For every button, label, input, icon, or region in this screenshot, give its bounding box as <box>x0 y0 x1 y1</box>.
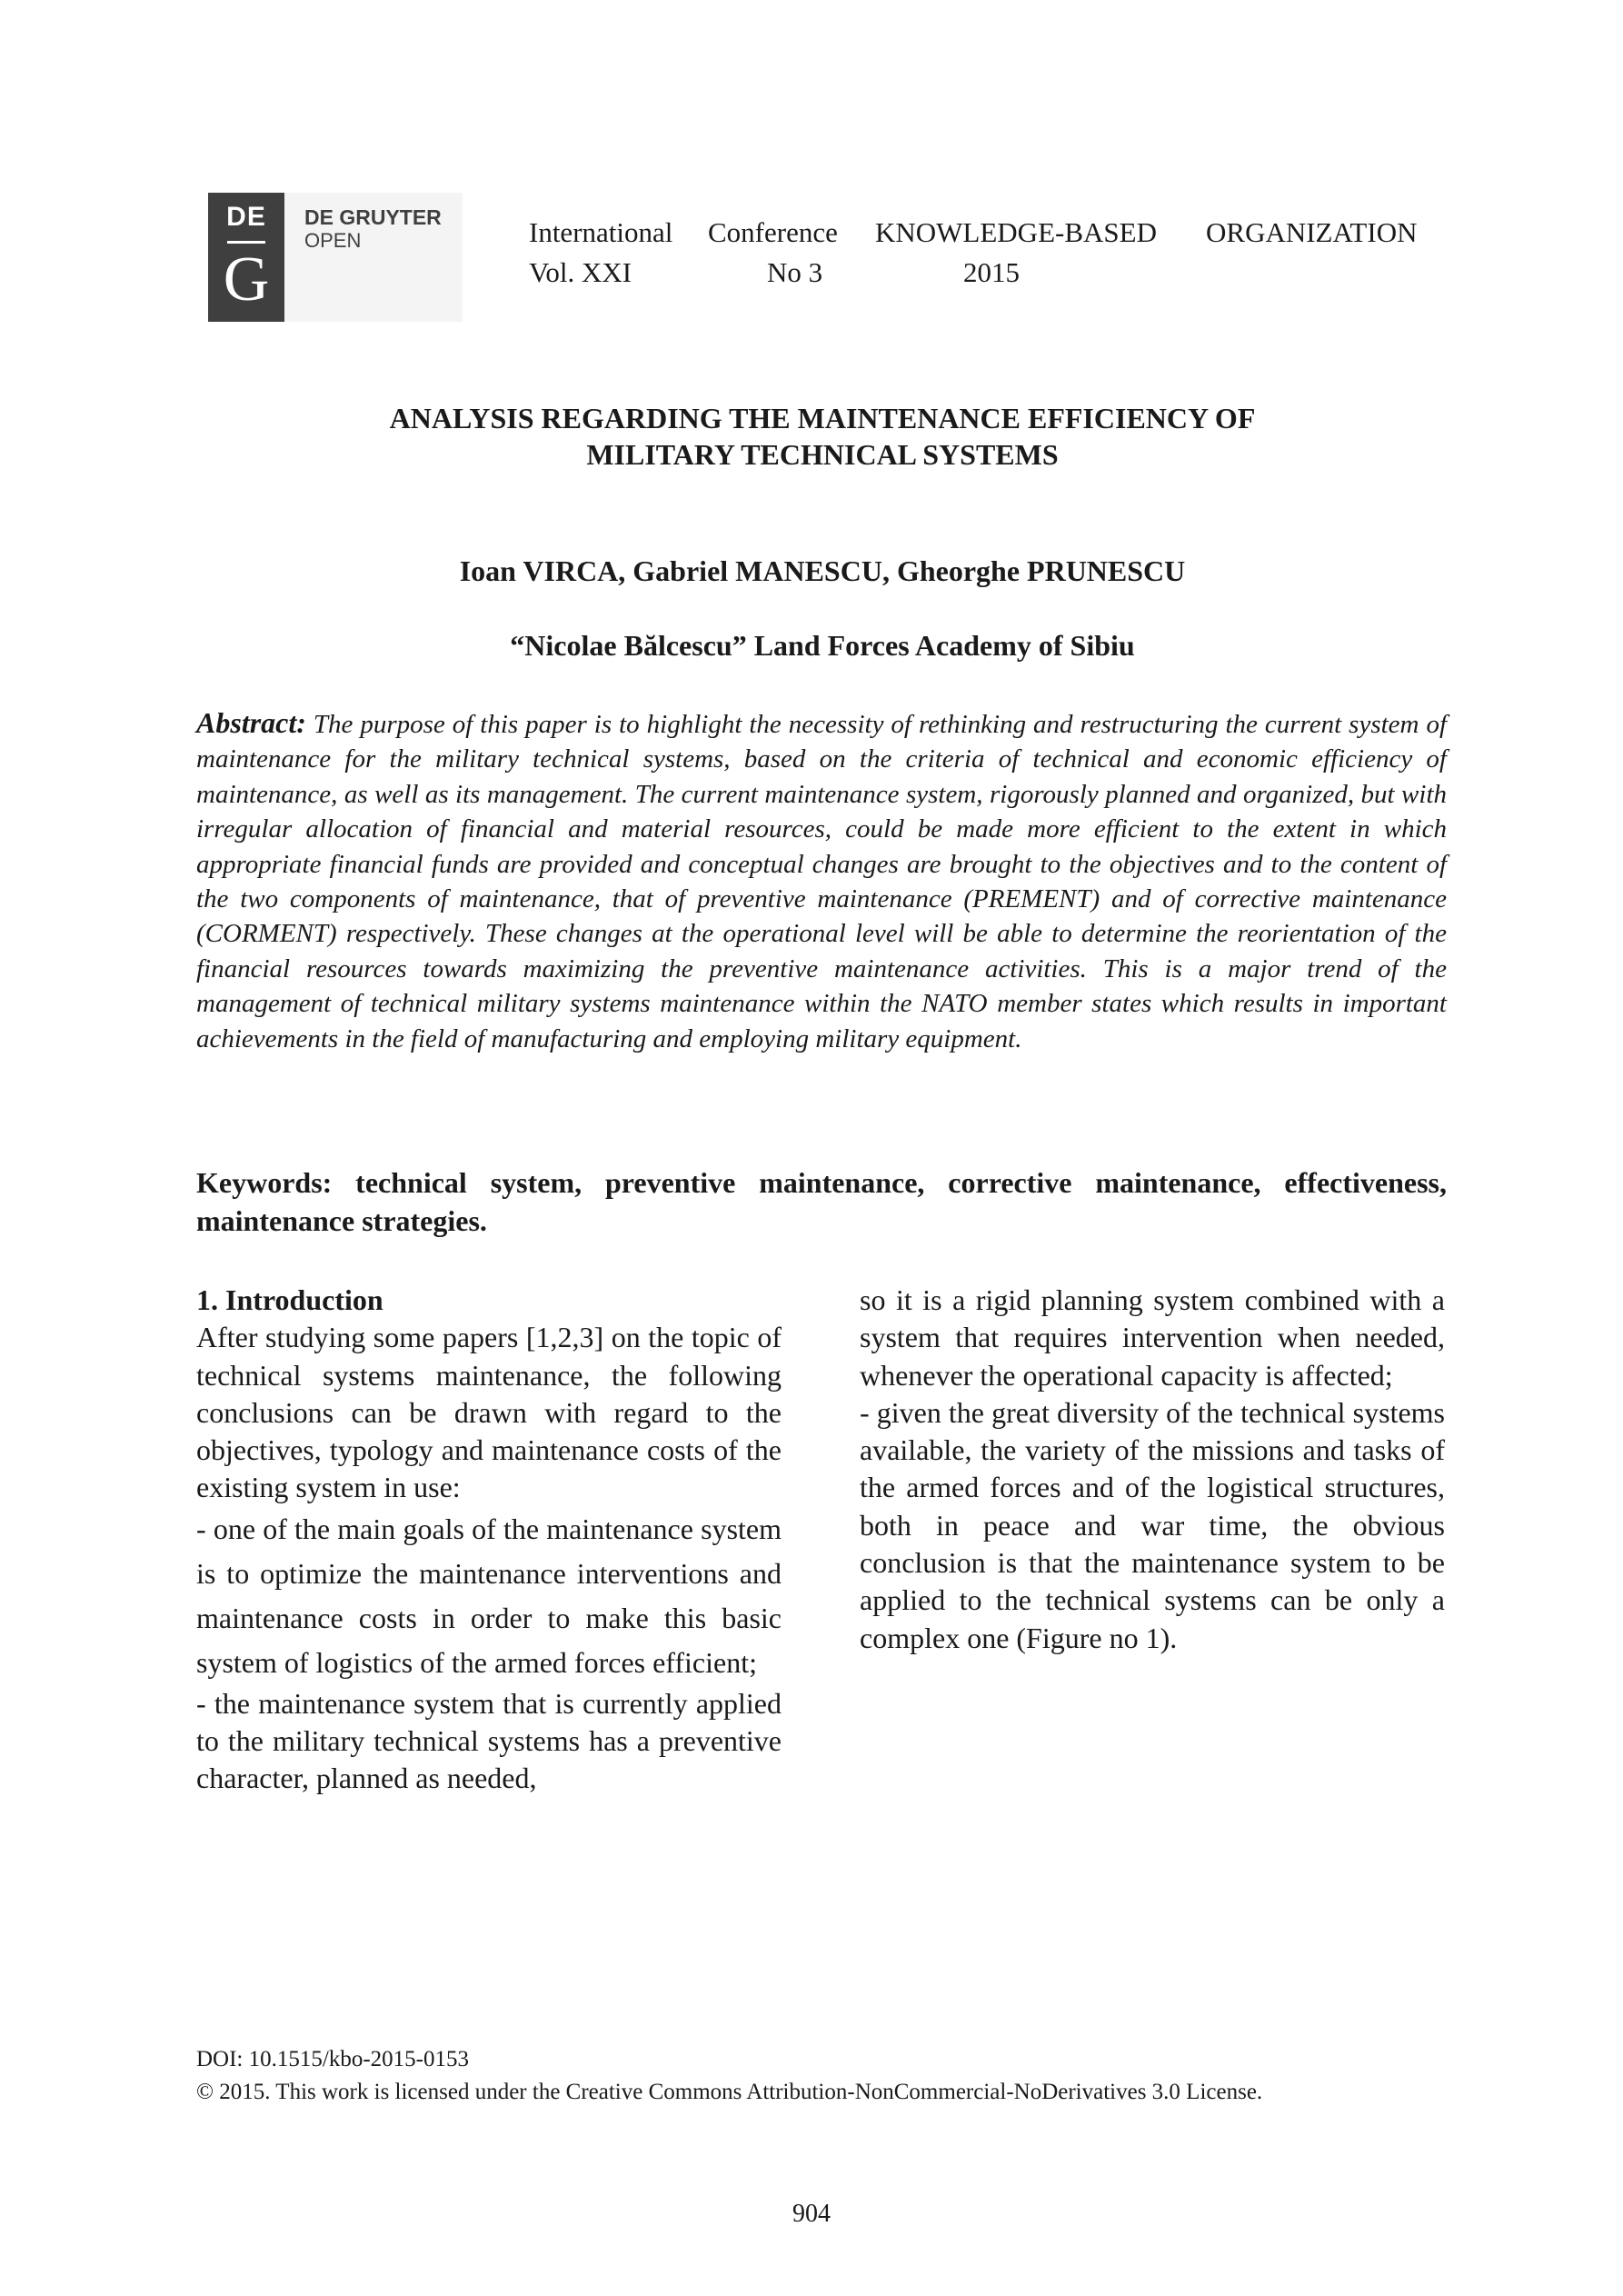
section-heading: 1. Introduction <box>196 1283 383 1316</box>
abstract <box>196 705 1447 1056</box>
publisher-name: DE GRUYTER <box>304 205 442 229</box>
logo-mark <box>208 193 284 322</box>
title-line: MILITARY TECHNICAL SYSTEMS <box>586 438 1059 471</box>
logo-g: G <box>223 245 270 314</box>
keywords: Keywords: technical system, preventive maintenance, corrective maintenance, effectiveness, maintenance strategies. <box>196 1166 1447 1237</box>
journal-word: ORGANIZATION <box>1206 216 1418 248</box>
right-column <box>860 1282 1445 1657</box>
page-number: 904 <box>792 2200 831 2228</box>
logo-de: DE <box>226 202 266 232</box>
journal-volume: Vol. XXI <box>529 256 632 288</box>
journal-word: KNOWLEDGE-BASED <box>875 216 1157 248</box>
journal-year: 2015 <box>963 256 1020 288</box>
left-column <box>196 1282 782 1798</box>
doi: DOI: 10.1515/kbo-2015-0153 <box>196 2047 469 2071</box>
paragraph: - given the great diversity of the technical systems available, the variety of the missions and tasks of the armed forces and of the logistical structures, both in peace and war time, the obvious conclusion is that the maintenance system to be applied to the technical systems can be only a complex one (Figure no 1). <box>860 1395 1445 1654</box>
license: © 2015. This work is licensed under the Creative Commons Attribution-NonCommercial-NoDerivatives 3.0 License. <box>196 2080 1263 2104</box>
abstract-label: Abstract: <box>196 706 306 739</box>
paper-title <box>208 400 1437 473</box>
paragraph: After studying some papers [1,2,3] on the topic of technical systems maintenance, the following conclusions can be drawn with regard to the objectives, typology and maintenance costs of the existing system in use: <box>196 1321 782 1504</box>
journal-word: Conference <box>708 216 838 248</box>
abstract-text: The purpose of this paper is to highlight the necessity of rethinking and restructuring the current system of maintenance for the military technical systems, based on the criteria of technical and economic efficiency of maintenance, as well as its management. The current maintenance system, rigorously planned and organized, but with irregular allocation of financial and material resources, could be made more efficient to the extent in which appropriate financial funds are provided and conceptual changes are brought to the objectives and to the content of the two components of maintenance, that of preventive maintenance (PREMENT) and of corrective maintenance (CORMENT) respectively. These changes at the operational level will be able to determine the reorientation of the financial resources towards maximizing the preventive maintenance activities. This is a major trend of the management of technical military systems maintenance within the NATO member states which results in important achievements in the field of manufacturing and employing military equipment. <box>196 710 1448 1053</box>
publisher-sub: OPEN <box>304 229 362 252</box>
title-line: ANALYSIS REGARDING THE MAINTENANCE EFFICIENCY OF <box>389 402 1256 434</box>
paragraph: - the maintenance system that is currently applied to the military technical systems has a preventive character, planned as needed, <box>196 1686 782 1795</box>
journal-word: International <box>529 216 673 248</box>
affiliation: “Nicolae Bălcescu” Land Forces Academy of Sibiu <box>510 629 1135 662</box>
journal-number: No 3 <box>767 256 823 288</box>
paragraph: so it is a rigid planning system combined with a system that requires intervention when needed, whenever the operational capacity is affected; <box>860 1283 1445 1392</box>
publisher-logo <box>208 193 463 322</box>
paragraph: - one of the main goals of the maintenance system is to optimize the maintenance interventions and maintenance costs in order to make this basic system of logistics of the armed forces efficient; <box>196 1512 782 1679</box>
authors: Ioan VIRCA, Gabriel MANESCU, Gheorghe PRUNESCU <box>459 554 1186 587</box>
